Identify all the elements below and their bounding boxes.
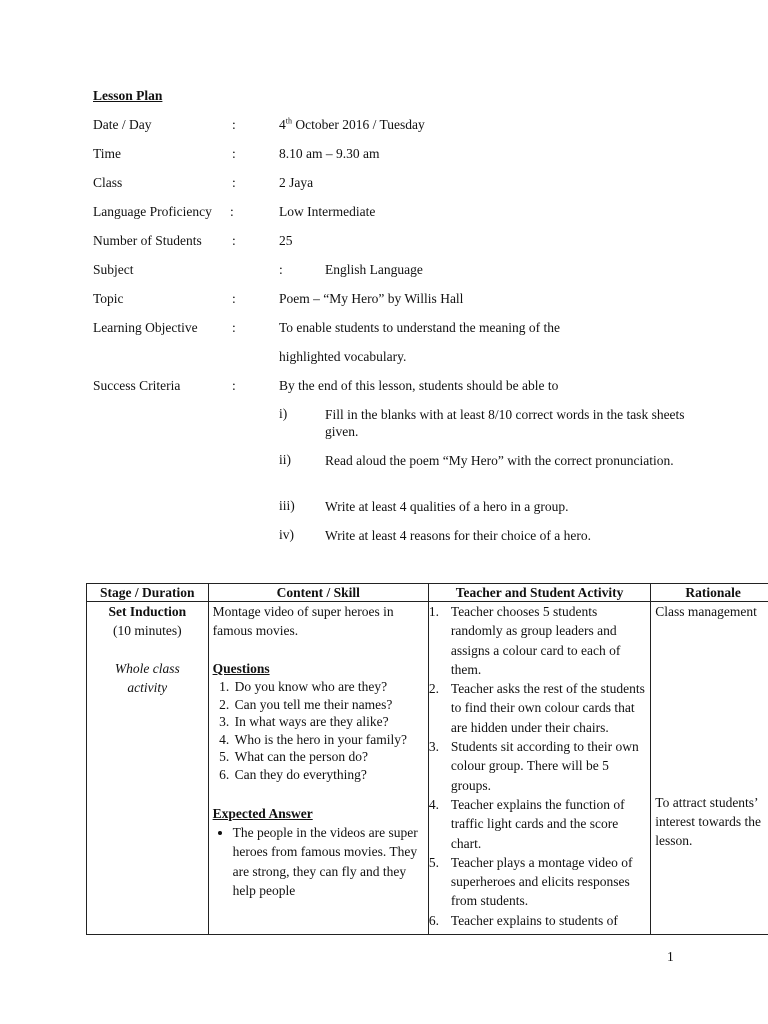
criteria-number: iii) xyxy=(279,498,295,513)
answer-heading: Expected Answer xyxy=(212,805,313,821)
criteria-text: Fill in the blanks with at least 8/10 correct words in the task sheets given. xyxy=(325,407,685,439)
item-number: 4. xyxy=(428,796,440,812)
list-item: 4. Teacher explains the function of traffic light cards and the score chart. xyxy=(428,796,625,851)
field-label-class: Class xyxy=(93,175,123,190)
rationale-text: To attract students’ interest towards the lesson. xyxy=(655,795,762,848)
list-item: 6. Teacher explains to students of xyxy=(433,911,646,930)
stage-duration: (10 minutes) xyxy=(112,623,182,638)
field-colon: : xyxy=(279,262,283,277)
field-colon: : xyxy=(232,291,236,306)
item-number: 6. xyxy=(428,912,440,928)
field-value-subject: English Language xyxy=(325,262,423,277)
field-label-topic: Topic xyxy=(93,291,124,306)
field-label-students: Number of Students xyxy=(93,233,202,248)
questions-list xyxy=(213,678,424,784)
field-value-students: 25 xyxy=(279,233,293,248)
field-label-success: Success Criteria xyxy=(93,378,181,393)
list-item: 4. Who is the hero in your family? xyxy=(233,731,424,749)
criteria-text: Write at least 4 reasons for their choice of a hero. xyxy=(325,528,591,543)
field-colon: : xyxy=(232,378,236,393)
item-number: 3. xyxy=(428,739,440,755)
rationale-text: Class management xyxy=(655,604,757,619)
header-content: Content / Skill xyxy=(208,584,428,602)
list-item: 5. What can the person do? xyxy=(233,748,424,766)
field-value-date: 4th October 2016 / Tuesday xyxy=(279,116,425,132)
criteria-number: i) xyxy=(279,406,288,421)
field-colon: : xyxy=(232,233,236,248)
questions-heading: Questions xyxy=(212,661,270,676)
stage-name: Set Induction xyxy=(108,604,187,619)
header-activity: Teacher and Student Activity xyxy=(428,584,650,602)
field-value-objective-line2: highlighted vocabulary. xyxy=(279,349,407,364)
rationale-cell xyxy=(651,602,768,935)
item-number: 1. xyxy=(428,604,440,619)
list-item: 2. Teacher asks the rest of the students to find their own colour cards that are hidden under their chairs. xyxy=(428,681,645,735)
lesson-table xyxy=(86,583,768,935)
list-item: • The people in the videos are super heroes from famous movies. They are strong, they can fly and they help people xyxy=(233,823,424,901)
page-number: 1 xyxy=(667,949,674,964)
field-colon: : xyxy=(232,117,236,132)
field-label-date: Date / Day xyxy=(93,117,152,132)
field-value-time: 8.10 am – 9.30 am xyxy=(279,146,380,161)
list-item: 5. Teacher plays a montage video of superheroes and elicits responses from students. xyxy=(428,854,633,909)
criteria-text: Read aloud the poem “My Hero” with the correct pronunciation. xyxy=(325,453,674,468)
item-number: 2. xyxy=(428,681,440,697)
stage-cell xyxy=(87,602,209,935)
field-label-time: Time xyxy=(93,146,122,161)
content-cell xyxy=(208,602,428,935)
list-item: 1. Teacher chooses 5 students randomly as group leaders and assigns a colour card to each of them. xyxy=(428,604,621,677)
field-label-objective: Learning Objective xyxy=(93,320,198,335)
list-item: 6. Can they do everything? xyxy=(233,766,424,784)
table-row xyxy=(87,602,768,935)
document-title: Lesson Plan xyxy=(93,88,163,103)
field-colon: : xyxy=(232,175,236,190)
answers-list xyxy=(213,823,424,901)
list-item: 2. Can you tell me their names? xyxy=(233,696,424,714)
header-rationale: Rationale xyxy=(651,584,768,602)
field-value-success: By the end of this lesson, students should be able to xyxy=(279,378,559,393)
header-stage: Stage / Duration xyxy=(87,584,209,602)
list-item: 3. Students sit according to their own colour group. There will be 5 groups. xyxy=(428,739,639,793)
field-value-proficiency: Low Intermediate xyxy=(279,204,376,219)
field-value-class: 2 Jaya xyxy=(279,175,314,190)
criteria-number: ii) xyxy=(279,452,291,467)
field-value-topic: Poem – “My Hero” by Willis Hall xyxy=(279,291,464,306)
field-colon: : xyxy=(232,320,236,335)
field-label-proficiency: Language Proficiency xyxy=(93,204,212,219)
field-value-objective: To enable students to understand the meaning of the xyxy=(279,320,560,335)
item-number: 5. xyxy=(428,854,440,870)
field-colon: : xyxy=(230,204,234,219)
list-item: 1. Do you know who are they? xyxy=(233,678,424,696)
activities-list xyxy=(428,602,646,930)
field-colon: : xyxy=(232,146,236,161)
content-intro: Montage video of super heroes in famous movies. xyxy=(212,604,394,638)
activity-cell xyxy=(428,602,650,935)
list-item: 3. In what ways are they alike? xyxy=(233,713,424,731)
criteria-number: iv) xyxy=(279,527,294,542)
table-header-row xyxy=(87,584,768,602)
criteria-text: Write at least 4 qualities of a hero in a group. xyxy=(325,499,569,514)
stage-mode: Whole class activity xyxy=(114,661,180,695)
field-label-subject: Subject xyxy=(93,262,134,277)
